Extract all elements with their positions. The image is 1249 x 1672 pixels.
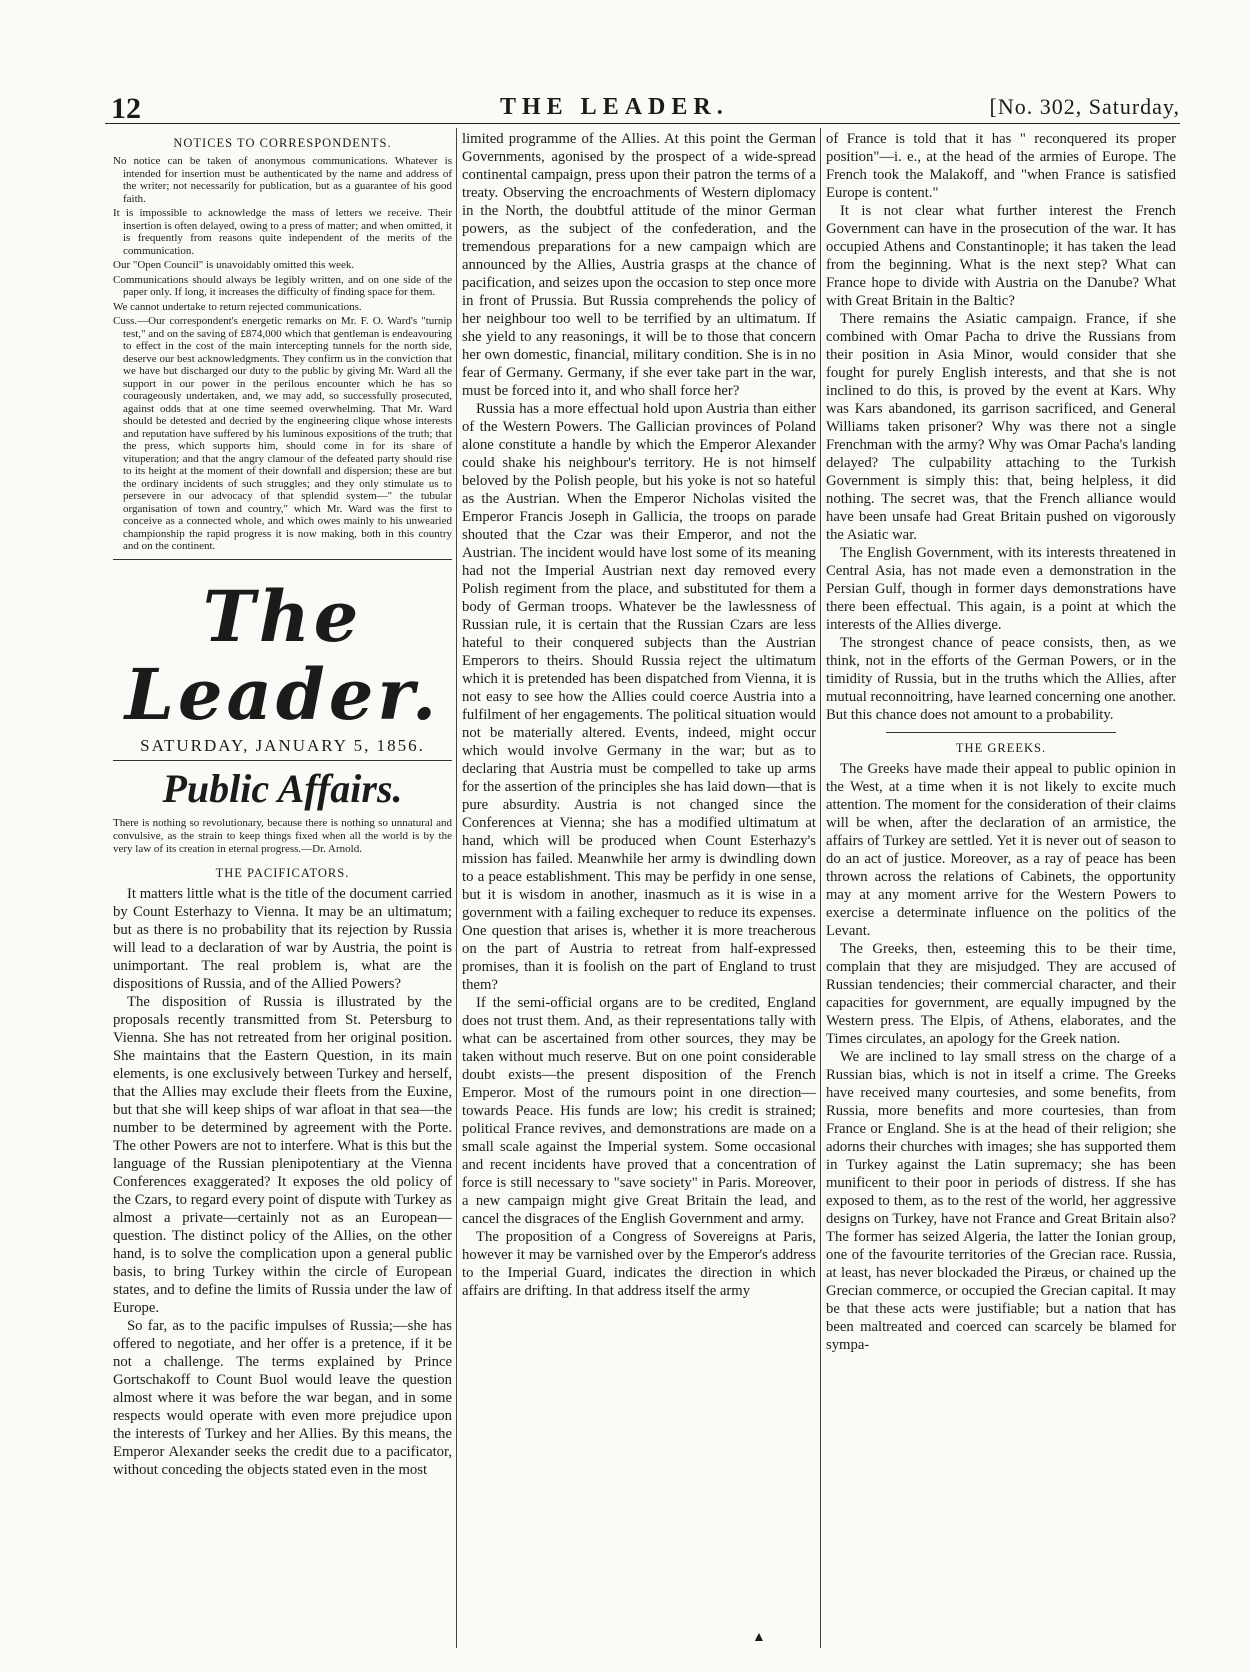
paragraph: The Greeks have made their appeal to public opinion in the West, at a time when it is not likely to excite much attention. The moment for the consideration of their claims will be when, after the declaration of an armistice, the affairs of Turkey are settled. Yet it is never out of season to do an act of justice. Moreover, as a ray of peace has been thrown across the relations of Cabinets, the opportunity may at any moment arrive for the Western Powers to exercise a determinate influence on the politics of the Levant. xyxy=(826,761,1176,939)
paragraph: The proposition of a Congress of Sovereigns at Paris, however it may be varnished over by the Emperor's address to the Imperial Guard, indicates the direction in which affairs are drifting. In that address itself the army xyxy=(462,1229,816,1299)
paragraph: limited programme of the Allies. At this point the German Governments, agonised by the prospect of a wide-spread continental campaign, press upon their patron the terms of a treaty. Observing the encroachments of Western diplomacy in the North, the doubtful attitude of the minor German powers, as the subject of the confederation, and the tremendous preparations for a new campaign which are announced by the Allies, Austria grasps at the chance of pacification, and seizes upon the occasion to step once more in front of Prussia. But Russia comprehends the policy of her neighbour too well to be terrified by an ultimatum. If she yield to any reasonings, it will be to those that concern her own domestic, financial, military condition. She is in no fear of Germany. Germany, if she ever take part in the war, must be forced into it, and who shall force her? xyxy=(462,131,817,399)
paragraph: The Greeks, then, esteeming this to be their time, complain that they are misjudged. They are accused of Russian tendencies; their commercial character, and their capacities for government, are equally impugned by the Western press. The Elpis, of Athens, elaborates, and the Times circulates, an apology for the Greek nation. xyxy=(826,941,1176,1047)
notice-item: It is impossible to acknowledge the mass of letters we receive. Their insertion is often delayed, owing to a press of matter; and when omitted, it is frequently from reasons quite independent of the merits of the communication. xyxy=(113,207,452,257)
divider xyxy=(886,732,1116,733)
article-body xyxy=(462,130,816,1300)
issue-info: [No. 302, Saturday, xyxy=(989,94,1180,119)
page-mark: ▲ xyxy=(752,1630,766,1645)
column-1 xyxy=(113,130,452,1479)
epigraph: There is nothing so revolutionary, because there is nothing so unnatural and convulsive, as the strain to keep things fixed when all the world is by the very law of its creation in eternal progress.—Dr. Arnold. xyxy=(113,816,452,855)
divider xyxy=(113,559,452,560)
divider xyxy=(113,760,452,761)
header-rule xyxy=(105,123,1180,124)
masthead xyxy=(113,574,452,736)
notices-heading: NOTICES TO CORRESPONDENTS. xyxy=(173,136,392,150)
section-title: Public Affairs. xyxy=(162,765,403,811)
masthead-title: The Leader. xyxy=(124,574,441,736)
paragraph: We are inclined to lay small stress on the charge of a Russian bias, which is not in itself a crime. The Greeks have received many courtesies, and some benefits, from Russia, more benefits and more courtesies, than from France or England. She is at the head of their religion; she adorns their churches with images; she has supported them in Turkey against the Latin supremacy; she has been munificent to their poor in periods of distress. If she has exposed to them, as to the rest of the world, her aggressive designs on Turkey, have not France and Great Britain also? The former has seized Algeria, the latter the Ionian group, one of the favourite territories of the Grecian race. Russia, at least, has never blockaded the Piræus, or chained up the Grecian commerce, or occupied the Grecian capital. It may be that these acts were justifiable; but a nation that has been maltreated and coerced can scarcely be blamed for sympa- xyxy=(826,1049,1176,1353)
column-divider xyxy=(456,128,457,1648)
paragraph: of France is told that it has " reconquered its proper position"—i. e., at the head of the armies of Europe. The French took the Malakoff, and "when France is satisfied Europe is content." xyxy=(826,131,1176,201)
column-3 xyxy=(826,130,1176,1354)
page-number: 12 xyxy=(111,92,141,125)
paragraph: It matters little what is the title of the document carried by Count Esterhazy to Vienna. It may be an ultimatum; but as there is no probability that its rejection by Russia will lead to a declaration of war by Austria, the point is unimportant. The real problem is, what are the dispositions of Russia, and of the Allied Powers? xyxy=(113,885,452,992)
paragraph: So far, as to the pacific impulses of Russia;—she has offered to negotiate, and her offer is a pretence, if it be not a challenge. The terms explained by Prince Gortschakoff to Count Buol would leave the question almost where it was before the war began, and in some respects would operate with even more prejudice upon the interests of Turkey and her Allies. By this means, the Emperor Alexander seeks the credit due to a pacificator, without conceding the objects stated even in the most xyxy=(113,1317,452,1478)
issue-date: SATURDAY, JANUARY 5, 1856. xyxy=(140,735,425,755)
paragraph: The disposition of Russia is illustrated by the proposals recently transmitted from St. Petersburg to Vienna. She has not retreated from her original position. She maintains that the Eastern Question, in its main elements, is one exclusively between Turkey and herself, that the Allies may exclude their fleets from the Euxine, but that she will keep ships of war afloat in that sea—the number to be determined by agreement with the Porte. The other Powers are not to interfere. What is this but the language of the Russian plenipotentiary at the Vienna Conferences exaggerated? It exposes the old policy of the Czars, to regard every point of dispute with Turkey as almost a private—certainly not as an European—question. The distinct policy of the Allies, on the other hand, is to solve the complication upon a general public basis, to bring Turkey within the circle of European states, and to define the limits of Russia under the law of Europe. xyxy=(113,993,452,1316)
paragraph: The strongest chance of peace consists, then, as we think, not in the efforts of the German Powers, or in the timidity of Russia, but in the truths which the Allies, after mutual reconnoitring, have learned concerning one another. But this chance does not amount to a probability. xyxy=(826,635,1176,723)
column-2 xyxy=(462,130,816,1300)
paragraph: Russia has a more effectual hold upon Austria than either of the Western Powers. The Gallician provinces of Poland alone constitute a handle by which the Emperor Alexander could shake his neighbour's territory. He is not himself beloved by the Polish people, but his yoke is not so hateful as the Austrian. When the Emperor Nicholas visited the Emperor Francis Joseph in Gallicia, the troops on parade shouted that the Czar was their Emperor, and not the Austrian. The incident would have lost some of its meaning had not the Imperial Austrian next day removed every Polish regiment from the place, and substituted for them a body of German troops. Whatever be the lawlessness of Russian rule, it is certain that the Russian Czars are less hateful to their conquered subjects than the Austrian Emperors to theirs. Should Russia reject the ultimatum which it is pretended has been dispatched from Vienna, it is not easy to see how the Allies could coerce Austria into a fulfilment of her engagements. The political situation would not be materially altered. Events, indeed, might occur which would involve Germany in the war; but as to declaring that Austria must be compelled to take up arms for the assertion of the principles she has laid down—that is pure absurdity. Austria is not changed since the Conferences at Vienna; she has a modified ultimatum at hand, which will be produced when Count Esterhazy's mission has failed. Meanwhile her army is dwindling down to a peace establishment. This may be perfidy in one sense, but it is wisdom in another, inasmuch as it is wise in a government with a failing exchequer to reduce its expenses. One question that arises is, whether it is more treacherous on the part of Austria to retreat from half-expressed promises, than it is foolish on the part of England to trust them? xyxy=(462,401,816,993)
newspaper-title: THE LEADER. xyxy=(500,94,729,120)
notice-item: No notice can be taken of anonymous communications. Whatever is intended for insertion must be authenticated by the name and address of the writer; not necessarily for publication, but as a guarantee of his good faith. xyxy=(113,155,452,205)
article-body xyxy=(113,885,452,1479)
paragraph: If the semi-official organs are to be credited, England does not trust them. And, as their representations tally with what can be ascertained from other sources, they may be taken without much reserve. But on one point considerable doubt exists—the present disposition of the French Emperor. Most of the rumours point in one direction—towards Peace. His funds are low; his credit is strained; political France revives, and demonstrations are made on a small scale against the Imperial system. Some occasional and recent incidents have proved that a concentration of force is still necessary to "save society" in Paris. Moreover, a new campaign might give Great Britain the lead, and cancel the disgraces of the English Government and army. xyxy=(462,995,816,1227)
paragraph: The English Government, with its interests threatened in Central Asia, has not made even a demonstration in the Persian Gulf, though in former days demonstrations have there been effectual. This again, is a point at which the interests of the Allies diverge. xyxy=(826,545,1176,633)
column-divider xyxy=(820,128,821,1648)
notice-item: Cuss.—Our correspondent's energetic remarks on Mr. F. O. Ward's "turnip test," and on the saving of £874,000 which that gentleman is endeavouring to effect in the cost of the main intercepting tunnels for the north side, deserve our best acknowledgments. They confirm us in the conviction that we have but discharged our duty to the public by giving Mr. Ward all the support in our power in the perilous encounter which he has so courageously undertaken, and, we may add, so successfully prosecuted, against odds that at one time seemed overwhelming. That Mr. Ward should be detested and decried by the engineering clique whose interests and reputation have suffered by his luminous expositions of the truth; that the press, which supports him, should come in for its share of vituperation; and that the angry clamour of the defeated party should rise to its height at the moment of their downfall and dispersion; these are but the ordinary incidents of such struggles; and they only stimulate us to persevere in our advocacy of that splendid system—" the tubular organisation of town and country," which Mr. Ward was the first to conceive as a connected whole, and which owes mainly to his unwearied championship the rapid progress it is now making, both in this country and on the continent. xyxy=(113,315,452,552)
paragraph: It is not clear what further interest the French Government can have in the prosecution of the war. It has occupied Athens and Constantinople; it has taken the lead from the beginning. What is the next step? What can France hope to divide with Austria on the Danube? What with Great Britain in the Baltic? xyxy=(826,203,1176,309)
article-body xyxy=(826,760,1176,1354)
notice-item: We cannot undertake to return rejected communications. xyxy=(113,300,362,313)
notice-item: Communications should always be legibly written, and on one side of the paper only. If long, it increases the difficulty of finding space for them. xyxy=(113,273,452,298)
notice-item: Our "Open Council" is unavoidably omitted this week. xyxy=(113,259,355,271)
paragraph: There remains the Asiatic campaign. France, if she combined with Omar Pacha to drive the Russians from their position in Asia Minor, would consider that she fought for purely English interests, and that she is not inclined to do this, is proved by the event at Kars. Why was Kars abandoned, its garrison sacrificed, and General Williams taken prisoner? Why was there not a single Frenchman with the army? Why was Omar Pacha's landing delayed? The culpability attaching to the Turkish Government is simply this: that, being helpless, it did nothing. The secret was, that the French alliance would have been unsafe had Great Britain pushed on vigorously the Asiatic war. xyxy=(826,311,1176,543)
article-body xyxy=(826,130,1176,724)
article-heading: THE PACIFICATORS. xyxy=(215,865,350,880)
page-header xyxy=(105,92,1180,125)
article-heading: THE GREEKS. xyxy=(955,741,1047,755)
